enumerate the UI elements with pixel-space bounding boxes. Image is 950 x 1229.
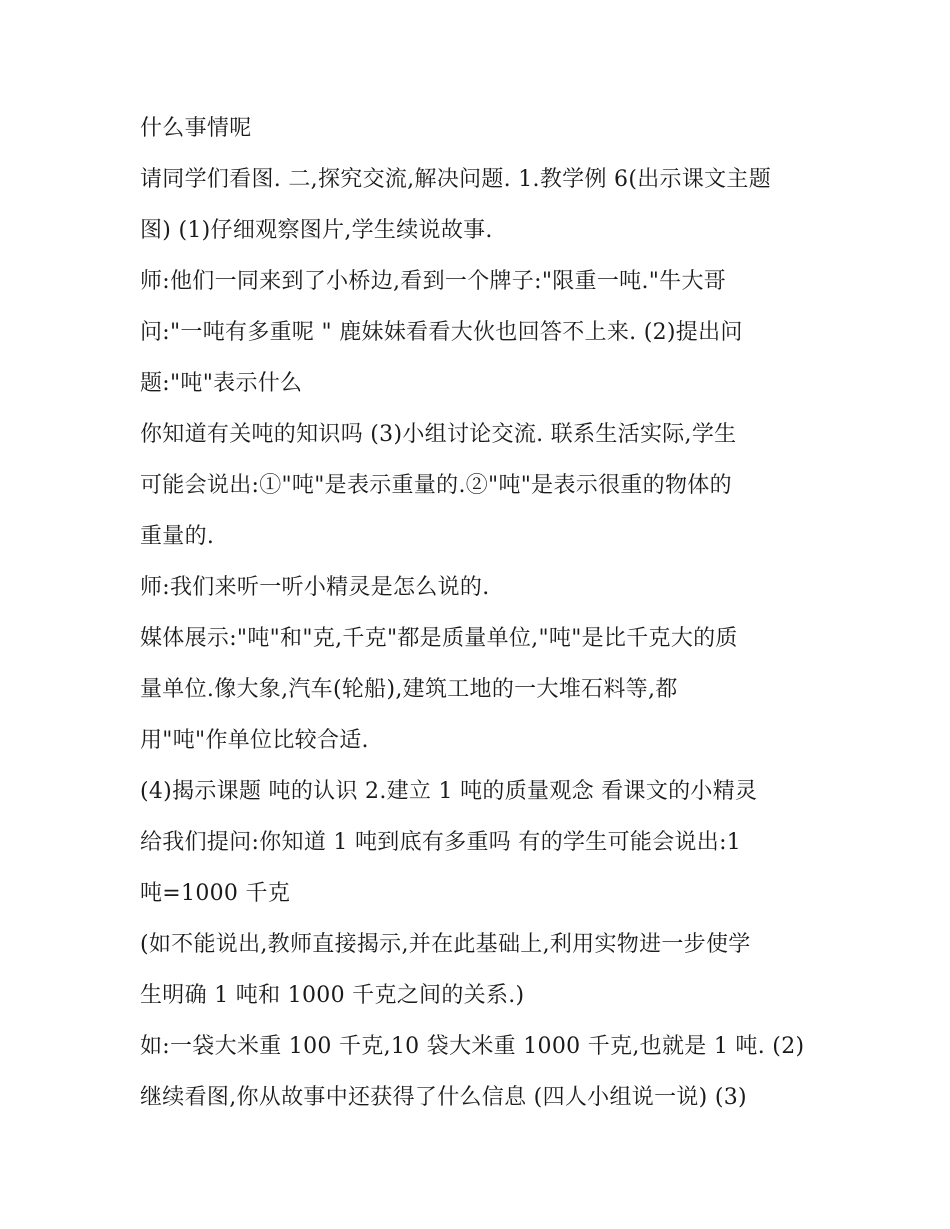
text-line: 继续看图,你从故事中还获得了什么信息 (四人小组说一说) (3) xyxy=(140,1085,747,1110)
text-line: 你知道有关吨的知识吗 (3)小组讨论交流. 联系生活实际,学生 xyxy=(140,422,737,447)
text-line: (4)揭示课题 吨的认识 2.建立 1 吨的质量观念 看课文的小精灵 xyxy=(140,779,758,804)
text-line: 可能会说出:①"吨"是表示重量的.②"吨"是表示很重的物体的 xyxy=(140,473,732,498)
text-line: 重量的. xyxy=(140,524,215,549)
text-line: 题:"吨"表示什么 xyxy=(140,371,303,396)
text-line: 师:他们一同来到了小桥边,看到一个牌子:"限重一吨."牛大哥 xyxy=(140,269,727,294)
document-body xyxy=(140,108,820,1128)
text-line: 如:一袋大米重 100 千克,10 袋大米重 1000 千克,也就是 1 吨. (2) xyxy=(140,1034,805,1059)
text-line: 什么事情呢 xyxy=(140,116,252,141)
text-line: 请同学们看图. 二,探究交流,解决问题. 1.教学例 6(出示课文主题 xyxy=(140,167,772,192)
text-line: 师:我们来听一听小精灵是怎么说的. xyxy=(140,575,490,600)
text-line: 问:"一吨有多重呢 " 鹿妹妹看看大伙也回答不上来. (2)提出问 xyxy=(140,320,743,345)
text-line: 量单位.像大象,汽车(轮船),建筑工地的一大堆石料等,都 xyxy=(140,677,678,702)
text-line: 吨=1000 千克 xyxy=(140,881,291,906)
text-line: 给我们提问:你知道 1 吨到底有多重吗 有的学生可能会说出:1 xyxy=(140,830,742,855)
text-line: 用"吨"作单位比较合适. xyxy=(140,728,369,753)
text-line: (如不能说出,教师直接揭示,并在此基础上,利用实物进一步使学 xyxy=(140,932,751,957)
text-line: 图) (1)仔细观察图片,学生续说故事. xyxy=(140,218,493,243)
text-line: 媒体展示:"吨"和"克,千克"都是质量单位,"吨"是比千克大的质 xyxy=(140,626,738,651)
text-line: 生明确 1 吨和 1000 千克之间的关系.) xyxy=(140,983,525,1008)
